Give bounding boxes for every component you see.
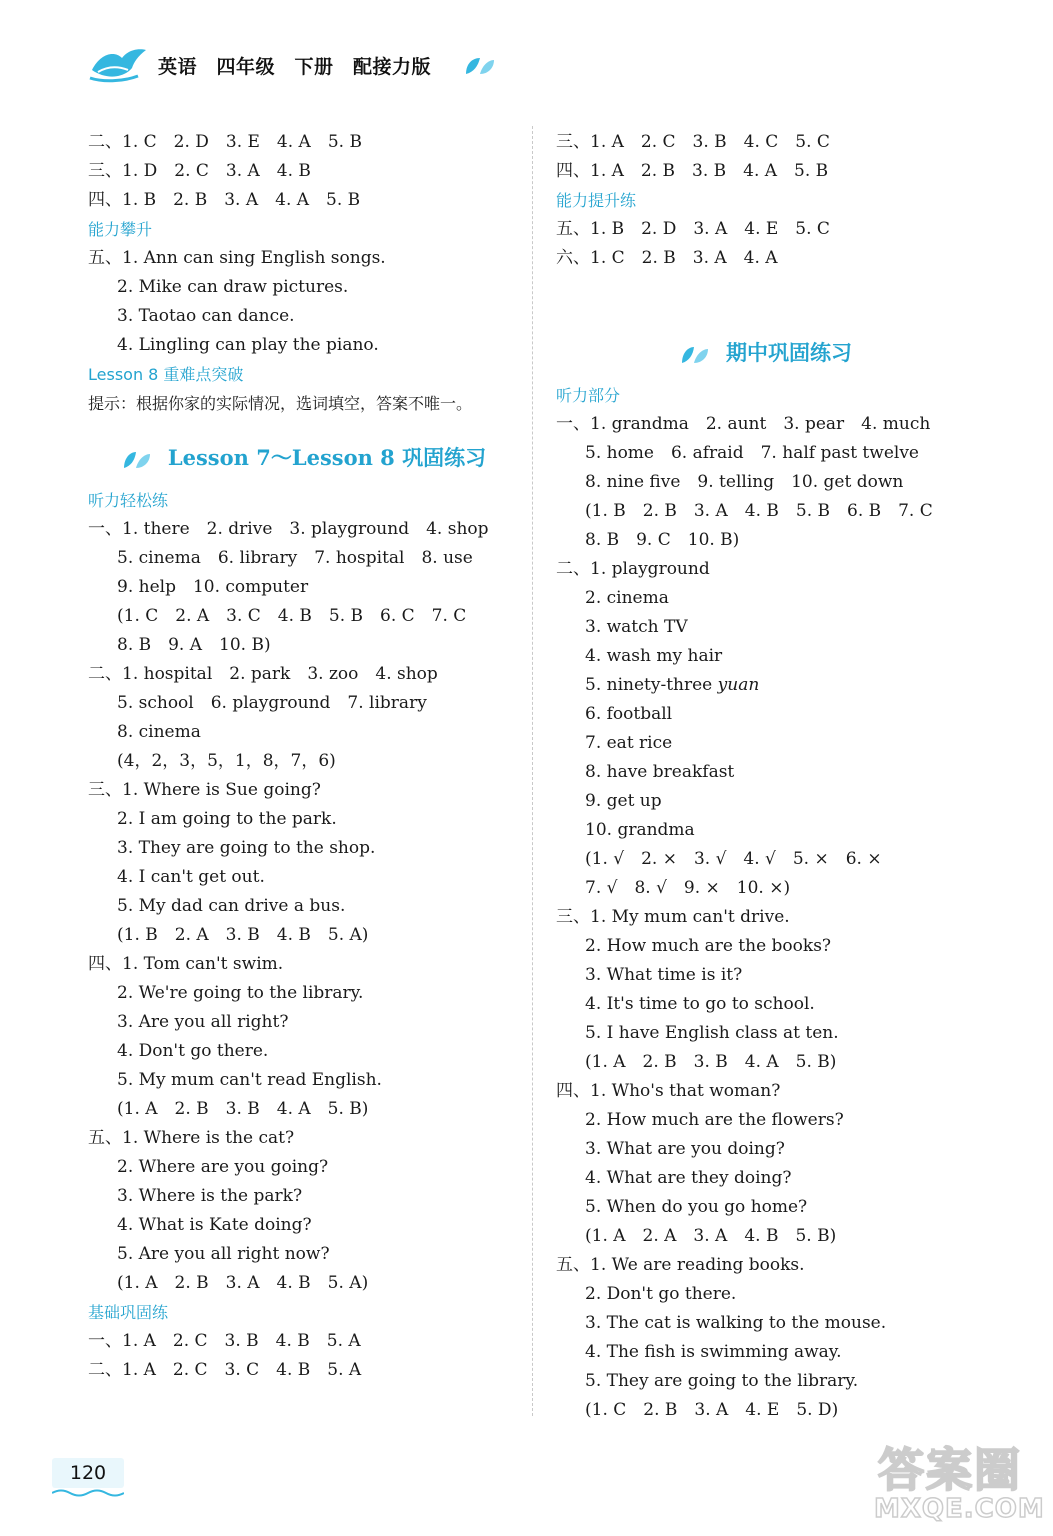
answer-line: 三、1. My mum can't drive.: [556, 907, 790, 927]
answer-line: 5. I have English class at ten.: [585, 1023, 839, 1043]
hint-text: 提示：根据你家的实际情况，选词填空，答案不唯一。: [88, 394, 473, 413]
answer-line: 9. help 10. computer: [117, 577, 309, 597]
answer-line: 4. wash my hair: [585, 646, 723, 666]
answer-line: 2. Mike can draw pictures.: [117, 277, 349, 297]
midterm-heading: [556, 331, 976, 375]
midterm-heading-text: 期中巩固练习: [726, 341, 852, 365]
spacer: [556, 273, 976, 321]
answer-line: 4. What is Kate doing?: [117, 1215, 312, 1235]
answer-line: 5. My mum can't read English.: [117, 1070, 382, 1090]
answer-line: 五、1. B 2. D 3. A 4. E 5. C: [556, 219, 830, 239]
answer-line: 5. When do you go home?: [585, 1197, 808, 1217]
answer-line: 3. They are going to the shop.: [117, 838, 376, 858]
answer-line: 3. Are you all right?: [117, 1012, 289, 1032]
answer-line: 五、1. We are reading books.: [556, 1255, 805, 1275]
answer-line: (1. A 2. B 3. B 4. A 5. B): [585, 1052, 837, 1072]
column-divider: [532, 126, 533, 1416]
answer-line: 8. B 9. C 10. B): [585, 530, 740, 550]
section-label: 能力提升练: [556, 191, 637, 210]
answer-line: (1. C 2. B 3. A 4. E 5. D): [585, 1400, 839, 1420]
answer-line: 4. Don't go there.: [117, 1041, 269, 1061]
answer-line: 3. The cat is walking to the mouse.: [585, 1313, 887, 1333]
answer-line: 三、1. A 2. C 3. B 4. C 5. C: [556, 132, 830, 152]
answer-line: 一、1. A 2. C 3. B 4. B 5. A: [88, 1331, 361, 1351]
bird-logo-icon: [88, 44, 148, 84]
answer-line: 四、1. Who's that woman?: [556, 1081, 781, 1101]
answer-line: 8. nine five 9. telling 10. get down: [585, 472, 904, 492]
answer-line: 2. How much are the flowers?: [585, 1110, 844, 1130]
answer-line: 2. Don't go there.: [585, 1284, 737, 1304]
answer-line: 7. √ 8. √ 9. × 10. ×): [585, 878, 791, 898]
answer-line: (1. A 2. B 3. B 4. A 5. B): [117, 1099, 369, 1119]
page-number-text: 120: [69, 1462, 107, 1484]
answer-line: 一、1. grandma 2. aunt 3. pear 4. much: [556, 414, 931, 434]
answer-line: 四、1. B 2. B 3. A 4. A 5. B: [88, 190, 361, 210]
answer-line: 5. home 6. afraid 7. half past twelve: [585, 443, 919, 463]
answer-text-italic: yuan: [717, 675, 760, 695]
answer-line: 4. What are they doing?: [585, 1168, 792, 1188]
answer-line: 3. watch TV: [585, 617, 688, 637]
answer-line: (4，2，3，5，1，8，7，6): [117, 751, 336, 771]
answer-line: 二、1. C 2. D 3. E 4. A 5. B: [88, 132, 362, 152]
answer-line: 四、1. Tom can't swim.: [88, 954, 284, 974]
answer-line: 5. cinema 6. library 7. hospital 8. use: [117, 548, 473, 568]
watermark-url: MXQE.COM: [874, 1494, 1045, 1524]
answer-line: 一、1. there 2. drive 3. playground 4. shop: [88, 519, 489, 539]
header-title: 英语 四年级 下册 配接力版: [158, 56, 432, 78]
right-column: [556, 128, 976, 1425]
page-number: [52, 1458, 124, 1502]
answer-line: 8. cinema: [117, 722, 201, 742]
wave-decor-icon: [52, 1488, 124, 1498]
answer-line: 7. eat rice: [585, 733, 673, 753]
answer-line: (1. B 2. B 3. A 4. B 5. B 6. B 7. C: [585, 501, 933, 521]
answer-line: 4. Lingling can play the piano.: [117, 335, 379, 355]
answer-line: 8. B 9. A 10. B): [117, 635, 271, 655]
answer-line: 五、1. Ann can sing English songs.: [88, 248, 386, 268]
section-label: 能力攀升: [88, 220, 153, 239]
answer-line: 六、1. C 2. B 3. A 4. A: [556, 248, 778, 268]
answer-line: 二、1. A 2. C 3. C 4. B 5. A: [88, 1360, 362, 1380]
answer-line: 4. The fish is swimming away.: [585, 1342, 842, 1362]
answer-line: 三、1. Where is Sue going?: [88, 780, 321, 800]
leaf-icon: [122, 450, 152, 470]
answer-line: 2. I am going to the park.: [117, 809, 337, 829]
answer-line: 4. I can't get out.: [117, 867, 265, 887]
answer-line: 2. cinema: [585, 588, 669, 608]
answer-line: 5. school 6. playground 7. library: [117, 693, 427, 713]
answer-line: 3. Taotao can dance.: [117, 306, 295, 326]
answer-line: (1. A 2. B 3. A 4. B 5. A): [117, 1273, 369, 1293]
lesson-heading-text: Lesson 7～Lesson 8 巩固练习: [167, 445, 487, 470]
answer-line: 3. What time is it?: [585, 965, 743, 985]
answer-line: 四、1. A 2. B 3. B 4. A 5. B: [556, 161, 829, 181]
answer-line: 5. Are you all right now?: [117, 1244, 330, 1264]
watermark: [872, 1432, 1045, 1528]
leaf-icon: [680, 345, 710, 365]
answer-line: 三、1. D 2. C 3. A 4. B: [88, 161, 311, 181]
answer-line: 10. grandma: [585, 820, 695, 840]
left-column: [88, 128, 520, 1385]
answer-line: 9. get up: [585, 791, 662, 811]
answer-text: 5. ninety-three: [585, 675, 718, 695]
section-label: 基础巩固练: [88, 1303, 169, 1322]
lesson-heading: [88, 436, 520, 480]
answer-line: 3. Where is the park?: [117, 1186, 303, 1206]
answer-line: 2. Where are you going?: [117, 1157, 329, 1177]
leaves-decor-icon: [464, 56, 496, 76]
section-label: 听力部分: [556, 386, 621, 405]
answer-line: 5. My dad can drive a bus.: [117, 896, 346, 916]
page-header: [88, 44, 508, 86]
answer-line: 6. football: [585, 704, 673, 724]
answer-line: 二、1. playground: [556, 559, 710, 579]
section-label: Lesson 8 重难点突破: [88, 365, 244, 384]
answer-line: 二、1. hospital 2. park 3. zoo 4. shop: [88, 664, 438, 684]
answer-line: 3. What are you doing?: [585, 1139, 785, 1159]
answer-line: (1. A 2. A 3. A 4. B 5. B): [585, 1226, 837, 1246]
answer-line: 8. have breakfast: [585, 762, 735, 782]
answer-line: [556, 671, 976, 700]
answer-line: (1. B 2. A 3. B 4. B 5. A): [117, 925, 369, 945]
answer-line: (1. √ 2. × 3. √ 4. √ 5. × 6. ×: [585, 849, 882, 869]
answer-line: 5. They are going to the library.: [585, 1371, 859, 1391]
answer-line: 2. How much are the books?: [585, 936, 832, 956]
answer-line: 4. It's time to go to school.: [585, 994, 815, 1014]
answer-line: 五、1. Where is the cat?: [88, 1128, 295, 1148]
answer-line: 2. We're going to the library.: [117, 983, 364, 1003]
answer-line: (1. C 2. A 3. C 4. B 5. B 6. C 7. C: [117, 606, 467, 626]
watermark-main: 答案圈: [878, 1443, 1022, 1497]
section-label: 听力轻松练: [88, 491, 169, 510]
